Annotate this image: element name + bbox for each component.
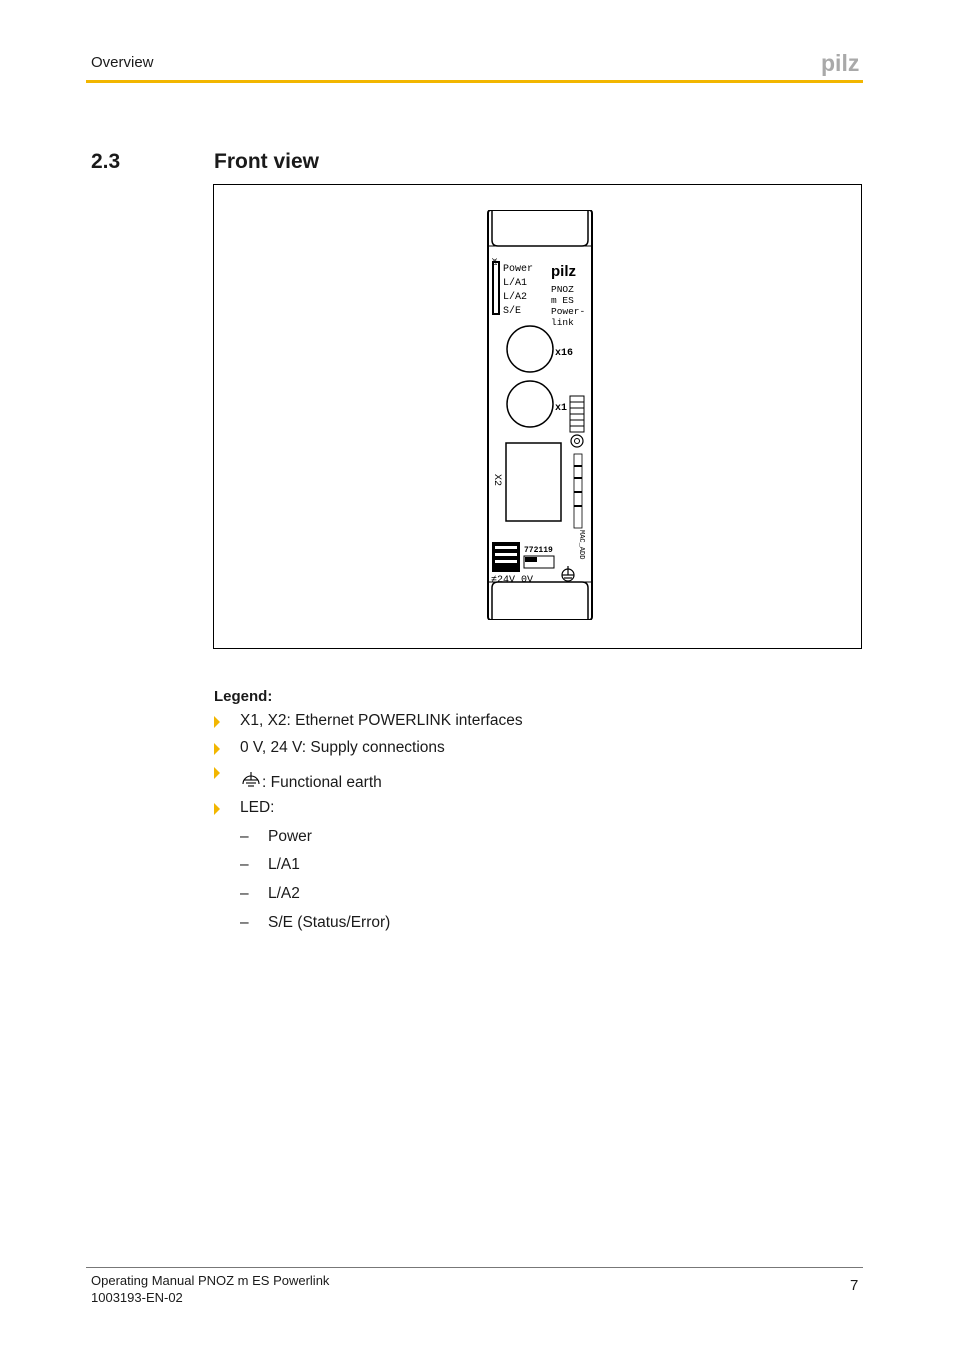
led-list-text: L/A2	[268, 885, 300, 902]
bullet-arrow-icon	[214, 803, 220, 815]
header-section-title: Overview	[91, 54, 154, 71]
device-product-2: m ES	[551, 295, 574, 306]
list-dash: –	[240, 856, 249, 873]
label-led-power: Power	[503, 264, 534, 275]
legend-item-text: X1, X2: Ethernet POWERLINK interfaces	[240, 712, 523, 729]
bullet-arrow-icon	[214, 716, 220, 728]
legend-item-text: LED:	[240, 799, 275, 816]
label-x2: X2	[491, 474, 502, 487]
led-list-text: L/A1	[268, 856, 300, 873]
page-number: 7	[850, 1277, 859, 1294]
pilz-logo	[820, 50, 864, 76]
section-title: Front view	[214, 150, 320, 173]
label-mac: MAC_ADD	[577, 530, 585, 560]
device-front-drawing	[486, 210, 594, 620]
label-x1: x1	[555, 403, 568, 414]
label-x1-top: X1	[489, 258, 497, 267]
bullet-arrow-icon	[214, 767, 220, 779]
label-part-number: 772119	[524, 546, 553, 555]
footer-rule	[86, 1267, 863, 1268]
legend-item-text: : Functional earth	[262, 774, 382, 791]
header-rule	[86, 80, 863, 83]
led-list-text: S/E (Status/Error)	[268, 914, 391, 931]
pilz-logo-text: pilz	[821, 50, 860, 76]
label-led-se: S/E	[503, 306, 522, 317]
label-led-la2: L/A2	[503, 292, 528, 303]
label-supply: ≠24V 0V	[491, 575, 534, 586]
footer-manual-title: Operating Manual PNOZ m ES Powerlink	[91, 1273, 330, 1288]
legend-title: Legend:	[214, 688, 273, 705]
led-list-text: Power	[268, 828, 312, 845]
device-product-3: Power-	[551, 306, 586, 317]
functional-earth-icon	[240, 770, 262, 790]
label-led-la1: L/A1	[503, 278, 528, 289]
list-dash: –	[240, 828, 249, 845]
label-x16: x16	[555, 348, 574, 359]
device-product-4: link	[551, 317, 574, 328]
front-view-figure	[213, 184, 862, 649]
list-dash: –	[240, 914, 249, 931]
list-dash: –	[240, 885, 249, 902]
section-number: 2.3	[91, 150, 121, 173]
bullet-arrow-icon	[214, 743, 220, 755]
device-brand: pilz	[551, 263, 576, 280]
device-product-1: PNOZ	[551, 284, 574, 295]
footer-document-number: 1003193-EN-02	[91, 1290, 183, 1305]
legend-item-text: 0 V, 24 V: Supply connections	[240, 739, 445, 756]
